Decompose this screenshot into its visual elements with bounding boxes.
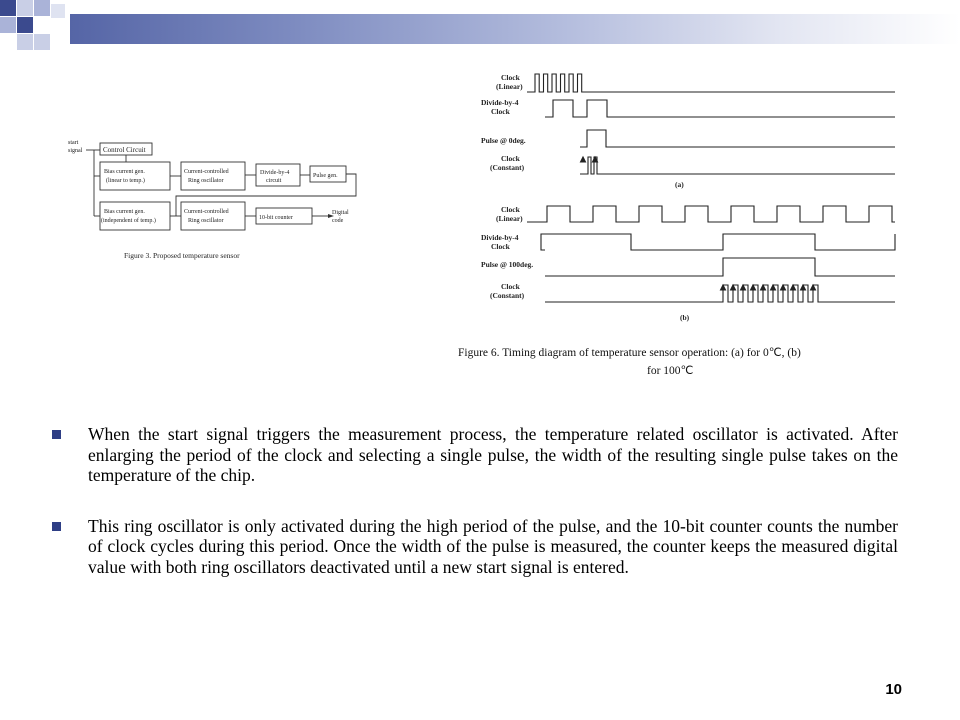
rising-edge-arrow-icon <box>731 285 736 290</box>
pulse-b-wave <box>545 258 895 276</box>
bullet-square-icon <box>52 430 61 439</box>
bullet-item <box>52 424 898 486</box>
bias-linear-label: Bias current gen. <box>104 169 145 175</box>
rising-edge-arrow-icon <box>721 285 726 290</box>
rising-edge-arrow-icon <box>581 157 586 162</box>
bullet-text: When the start signal triggers the measurement process, the temperature related oscillator is activated. After enlarging the period of the clock and selecting a single pulse, the width of the resulting single pulse takes on the temperature of the chip. <box>88 424 898 485</box>
rising-edge-arrow-icon <box>761 285 766 290</box>
row-label: Clock <box>491 107 510 116</box>
counter-label: 10-bit counter <box>259 215 293 221</box>
header-band <box>70 14 960 44</box>
ring-osc-label: Current-controlled <box>184 169 229 175</box>
decor-square <box>17 0 33 16</box>
bias-linear-label: (linear to temp.) <box>106 178 145 184</box>
row-label: (Constant) <box>490 291 525 300</box>
ring-osc-label: Ring oscillator <box>188 178 224 184</box>
decor-square <box>34 34 50 50</box>
digital-code-label: code <box>332 218 344 224</box>
divide-by-4-label: circuit <box>266 178 282 184</box>
row-label: Clock <box>491 242 510 251</box>
decor-square <box>0 0 16 16</box>
control-circuit-label: Control Circuit <box>103 146 146 154</box>
figure3-caption: Figure 3. Proposed temperature sensor <box>124 251 240 260</box>
row-label: Divide-by-4 <box>481 233 519 242</box>
bias-independent-label: Bias current gen. <box>104 209 145 215</box>
row-label: Divide-by-4 <box>481 98 519 107</box>
decor-square <box>34 0 50 16</box>
bullet-square-icon <box>52 522 61 531</box>
digital-code-label: Digital <box>332 210 349 216</box>
pulse-a-wave <box>580 130 895 147</box>
ring-osc-label: Current-controlled <box>184 209 229 215</box>
rising-edge-arrow-icon <box>781 285 786 290</box>
row-label: Clock <box>501 205 520 214</box>
clock-linear-b-wave <box>527 206 895 222</box>
div4-a-wave <box>545 100 895 117</box>
rising-edge-arrow-icon <box>771 285 776 290</box>
row-label: Clock <box>501 73 520 82</box>
div4-b-wave <box>541 234 895 250</box>
start-signal-label: start <box>68 140 79 146</box>
pulse-gen-label: Pulse gen. <box>313 173 338 179</box>
ring-osc-label: Ring oscillator <box>188 218 224 224</box>
const-a-wave <box>580 157 895 174</box>
rising-edge-arrow-icon <box>751 285 756 290</box>
decor-square <box>0 17 16 33</box>
block-diagram <box>66 128 360 270</box>
subfigure-label: (a) <box>675 180 684 189</box>
figure6-caption: Figure 6. Timing diagram of temperature sensor operation: (a) for 0℃, (b) <box>458 347 801 359</box>
row-label: Pulse @ 100deg. <box>481 260 534 269</box>
decor-square <box>17 17 33 33</box>
row-label: Pulse @ 0deg. <box>481 136 526 145</box>
bias-independent-label: (independent of temp.) <box>101 218 156 224</box>
rising-edge-arrow-icon <box>791 285 796 290</box>
row-label: Clock <box>501 154 520 163</box>
bullet-item <box>52 516 898 578</box>
const-b-wave <box>545 285 895 302</box>
row-label: (Constant) <box>490 163 525 172</box>
rising-edge-arrow-icon <box>741 285 746 290</box>
row-label: Clock <box>501 282 520 291</box>
clock-linear-a-wave <box>527 74 895 92</box>
divide-by-4-label: Divide-by-4 <box>260 170 290 176</box>
start-signal-label: signal <box>68 148 83 154</box>
page-number: 10 <box>885 681 902 698</box>
rising-edge-arrow-icon <box>801 285 806 290</box>
rising-edge-arrow-icon <box>811 285 816 290</box>
decor-square <box>17 34 33 50</box>
bullet-list <box>52 424 898 607</box>
bullet-text: This ring oscillator is only activated during the high period of the pulse, and the 10-bit counter counts the number of clock cycles during this period. Once the width of the pulse is measured, the counter keeps the measured digital value with both ring oscillators deactivated until a new start signal is entered. <box>88 515 898 577</box>
subfigure-label: (b) <box>680 313 690 322</box>
row-label: (Linear) <box>496 214 523 223</box>
header-decoration <box>0 0 960 52</box>
figure6-caption: for 100℃ <box>647 365 694 377</box>
row-label: (Linear) <box>496 82 523 91</box>
decor-square <box>51 4 65 18</box>
timing-diagram <box>455 70 900 382</box>
